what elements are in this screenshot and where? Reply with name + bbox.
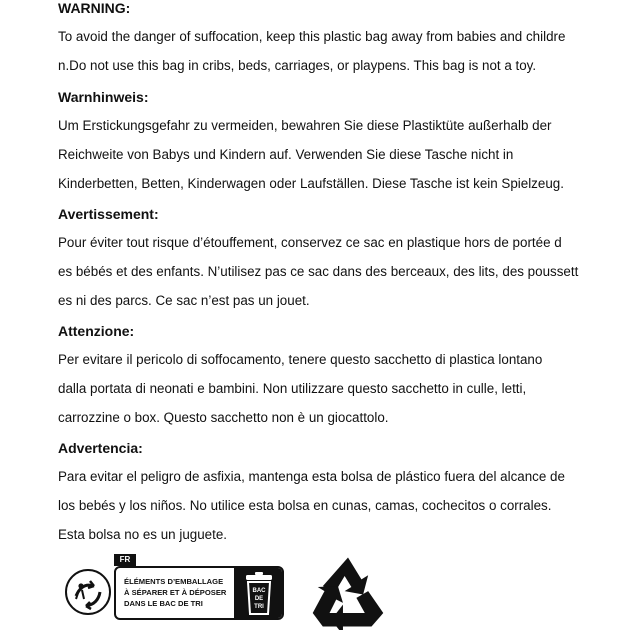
sorting-bin-icon xyxy=(242,572,276,616)
section-heading: Avertissement: xyxy=(58,206,159,222)
paragraph-line: Para evitar el peligro de asfixia, mantenga esta bolsa de plástico fuera del alcance de xyxy=(58,469,565,484)
sorting-instruction-text xyxy=(124,576,234,609)
sorting-instruction-line: DANS LE BAC DE TRI xyxy=(124,599,203,608)
section-heading: Attenzione: xyxy=(58,323,135,339)
paragraph-line: To avoid the danger of suffocation, keep this plastic bag away from babies and childre xyxy=(58,29,566,44)
paragraph-line: es bébés et des enfants. N’utilisez pas ce sac dans des berceaux, des lits, des poussett xyxy=(58,264,579,279)
paragraph-line: Reichweite von Babys und Kindern auf. Verwenden Sie diese Tasche nicht in xyxy=(58,147,514,162)
paragraph-line: n.Do not use this bag in cribs, beds, carriages, or playpens. This bag is not a toy. xyxy=(58,58,537,73)
packaging-logos xyxy=(62,554,402,630)
paragraph-line: Um Erstickungsgefahr zu vermeiden, bewahren Sie diese Plastiktüte außerhalb der xyxy=(58,118,552,133)
paragraph-line: es ni des parcs. Ce sac n’est pas un jouet. xyxy=(58,293,310,308)
recycling-symbol-icon xyxy=(306,554,390,630)
sorting-instruction-panel xyxy=(114,566,284,620)
paragraph-line: carrozzine o box. Questo sacchetto non è un giocattolo. xyxy=(58,410,389,425)
triman-icon xyxy=(62,566,114,618)
paragraph-line: Esta bolsa no es un juguete. xyxy=(58,527,227,542)
bin-label-line: TRI xyxy=(254,604,264,610)
section-heading: Advertencia: xyxy=(58,440,143,456)
sorting-instruction-line: À SÉPARER ET À DÉPOSER xyxy=(124,588,227,597)
country-tab: FR xyxy=(114,554,136,566)
paragraph-line: los bebés y los niños. No utilice esta bolsa en cunas, camas, cochecitos o corrales. xyxy=(58,498,552,513)
paragraph-line: dalla portata di neonati e bambini. Non utilizzare questo sacchetto in culle, letti, xyxy=(58,381,527,396)
bin-area xyxy=(234,568,282,618)
paragraph-line: Kinderbetten, Betten, Kinderwagen oder Laufställen. Diese Tasche ist kein Spielzeug. xyxy=(58,176,564,191)
paragraph-line: Pour éviter tout risque d’étouffement, conservez ce sac en plastique hors de portée d xyxy=(58,235,562,250)
paragraph-line: Per evitare il pericolo di soffocamento, tenere questo sacchetto di plastica lontano xyxy=(58,352,543,367)
section-heading: Warnhinweis: xyxy=(58,89,149,105)
sorting-instruction-line: ÉLÉMENTS D’EMBALLAGE xyxy=(124,577,224,586)
bin-label-line: DE xyxy=(254,596,264,602)
bin-label-line: BAC xyxy=(252,588,266,594)
section-heading: WARNING: xyxy=(58,0,131,16)
triman-label xyxy=(62,554,284,620)
